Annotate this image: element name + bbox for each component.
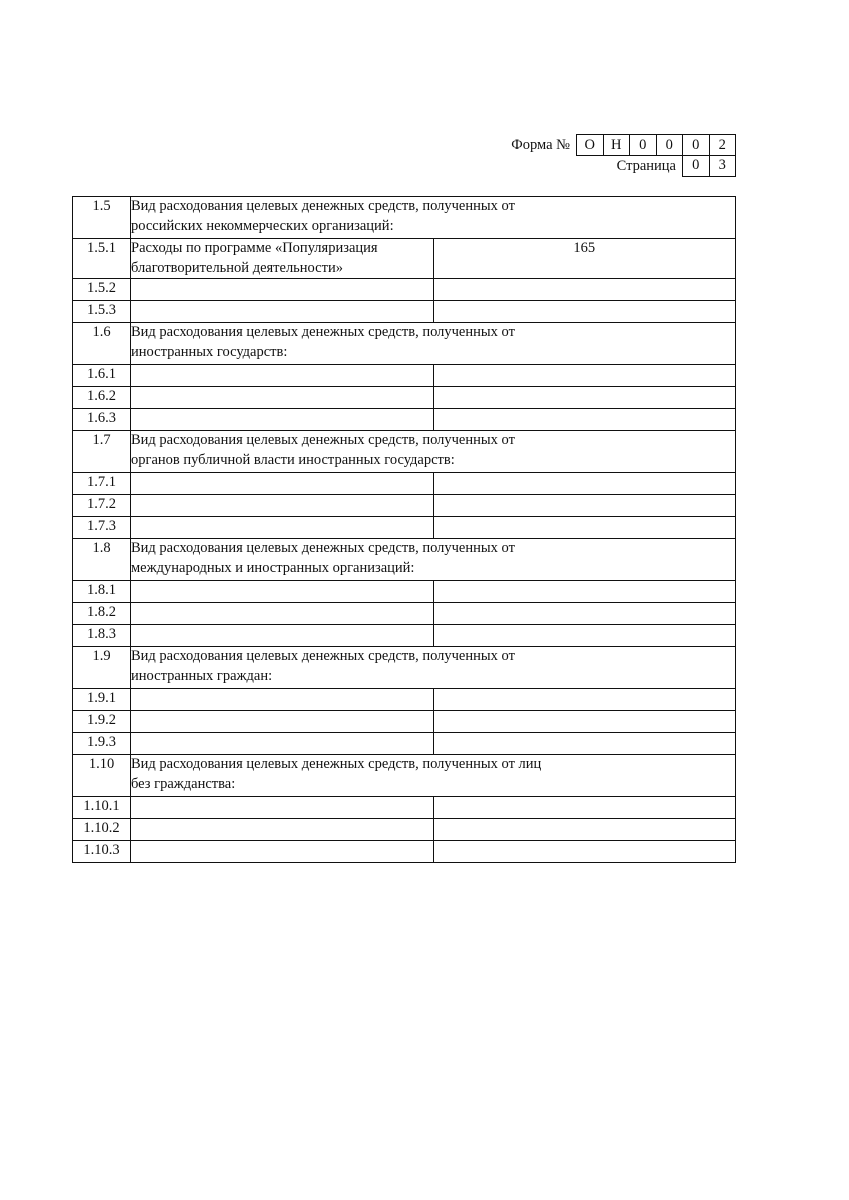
section-row [73, 197, 736, 239]
row-number: 1.6.2 [73, 387, 131, 409]
row-description [131, 387, 434, 409]
form-number-cell: 0 [656, 135, 683, 155]
table-row [73, 495, 736, 517]
row-description [131, 711, 434, 733]
row-amount [433, 733, 736, 755]
row-description [131, 581, 434, 603]
row-description [131, 797, 434, 819]
section-title: Вид расходования целевых денежных средств, полученных от иностранных граждан: [131, 647, 736, 689]
section-number: 1.6 [73, 323, 131, 365]
row-number: 1.10.3 [73, 841, 131, 863]
row-description [131, 733, 434, 755]
row-amount [433, 581, 736, 603]
table-row [73, 603, 736, 625]
row-amount [433, 797, 736, 819]
row-number: 1.9.1 [73, 689, 131, 711]
row-amount [433, 279, 736, 301]
row-number: 1.8.2 [73, 603, 131, 625]
section-title: Вид расходования целевых денежных средств, полученных от российских некоммерческих организаций: [131, 197, 736, 239]
row-amount [433, 409, 736, 431]
row-number: 1.9.3 [73, 733, 131, 755]
section-number: 1.9 [73, 647, 131, 689]
table-row [73, 279, 736, 301]
form-number-cell: 0 [682, 135, 709, 155]
row-number: 1.5.3 [73, 301, 131, 323]
table-row [73, 841, 736, 863]
row-description [131, 689, 434, 711]
page-number-cell: 0 [692, 157, 700, 173]
table-row [73, 473, 736, 495]
table-row [73, 625, 736, 647]
table-row [73, 711, 736, 733]
row-amount [433, 625, 736, 647]
table-row [73, 301, 736, 323]
form-number-label: Форма № [511, 136, 570, 153]
section-title: Вид расходования целевых денежных средств, полученных от иностранных государств: [131, 323, 736, 365]
row-number: 1.10.2 [73, 819, 131, 841]
section-number: 1.5 [73, 197, 131, 239]
section-row [73, 647, 736, 689]
row-amount [433, 841, 736, 863]
table-row [73, 689, 736, 711]
table-row [73, 819, 736, 841]
row-amount [433, 819, 736, 841]
row-description [131, 819, 434, 841]
table-row [73, 239, 736, 279]
row-description [131, 517, 434, 539]
row-number: 1.7.3 [73, 517, 131, 539]
table-row [73, 365, 736, 387]
table-row [73, 387, 736, 409]
form-number-cell: 0 [629, 135, 656, 155]
row-amount [433, 711, 736, 733]
page-number-label: Страница [616, 157, 676, 174]
section-row [73, 755, 736, 797]
row-amount [433, 517, 736, 539]
row-number: 1.8.3 [73, 625, 131, 647]
section-number: 1.8 [73, 539, 131, 581]
row-number: 1.7.1 [73, 473, 131, 495]
table-row [73, 409, 736, 431]
row-number: 1.8.1 [73, 581, 131, 603]
table-row [73, 581, 736, 603]
table-row [73, 797, 736, 819]
row-number: 1.7.2 [73, 495, 131, 517]
form-number-cell: Н [603, 135, 630, 155]
row-description [131, 301, 434, 323]
row-description [131, 279, 434, 301]
page-number-cells [682, 155, 736, 177]
row-description [131, 603, 434, 625]
form-number-cell: О [584, 136, 595, 153]
expenditure-table [72, 196, 736, 863]
section-number: 1.10 [73, 755, 131, 797]
row-amount [433, 495, 736, 517]
section-number: 1.7 [73, 431, 131, 473]
row-description [131, 365, 434, 387]
section-title: Вид расходования целевых денежных средств, полученных от органов публичной власти иностранных государств: [131, 431, 736, 473]
row-amount [433, 365, 736, 387]
row-description [131, 841, 434, 863]
section-title: Вид расходования целевых денежных средств, полученных от международных и иностранных организаций: [131, 539, 736, 581]
form-number-cells [576, 134, 736, 156]
row-number: 1.9.2 [73, 711, 131, 733]
table-row [73, 733, 736, 755]
table-row [73, 517, 736, 539]
section-row [73, 323, 736, 365]
page-number-header [600, 155, 736, 177]
row-description [131, 625, 434, 647]
row-number: 1.6.3 [73, 409, 131, 431]
section-title: Вид расходования целевых денежных средств, полученных от лиц без гражданства: [131, 755, 736, 797]
form-number-cell: 2 [709, 135, 736, 155]
section-row [73, 539, 736, 581]
row-number: 1.6.1 [73, 365, 131, 387]
row-amount [433, 603, 736, 625]
row-number: 1.5.2 [73, 279, 131, 301]
row-amount [433, 473, 736, 495]
row-amount: 165 [433, 239, 736, 279]
form-number-header [500, 134, 736, 156]
row-amount [433, 689, 736, 711]
page-number-cell: 3 [709, 155, 736, 176]
row-description [131, 473, 434, 495]
row-amount [433, 387, 736, 409]
row-description [131, 409, 434, 431]
row-number: 1.5.1 [73, 239, 131, 279]
row-description [131, 495, 434, 517]
row-number: 1.10.1 [73, 797, 131, 819]
row-description: Расходы по программе «Популяризация благотворительной деятельности» [131, 239, 434, 279]
section-row [73, 431, 736, 473]
row-amount [433, 301, 736, 323]
